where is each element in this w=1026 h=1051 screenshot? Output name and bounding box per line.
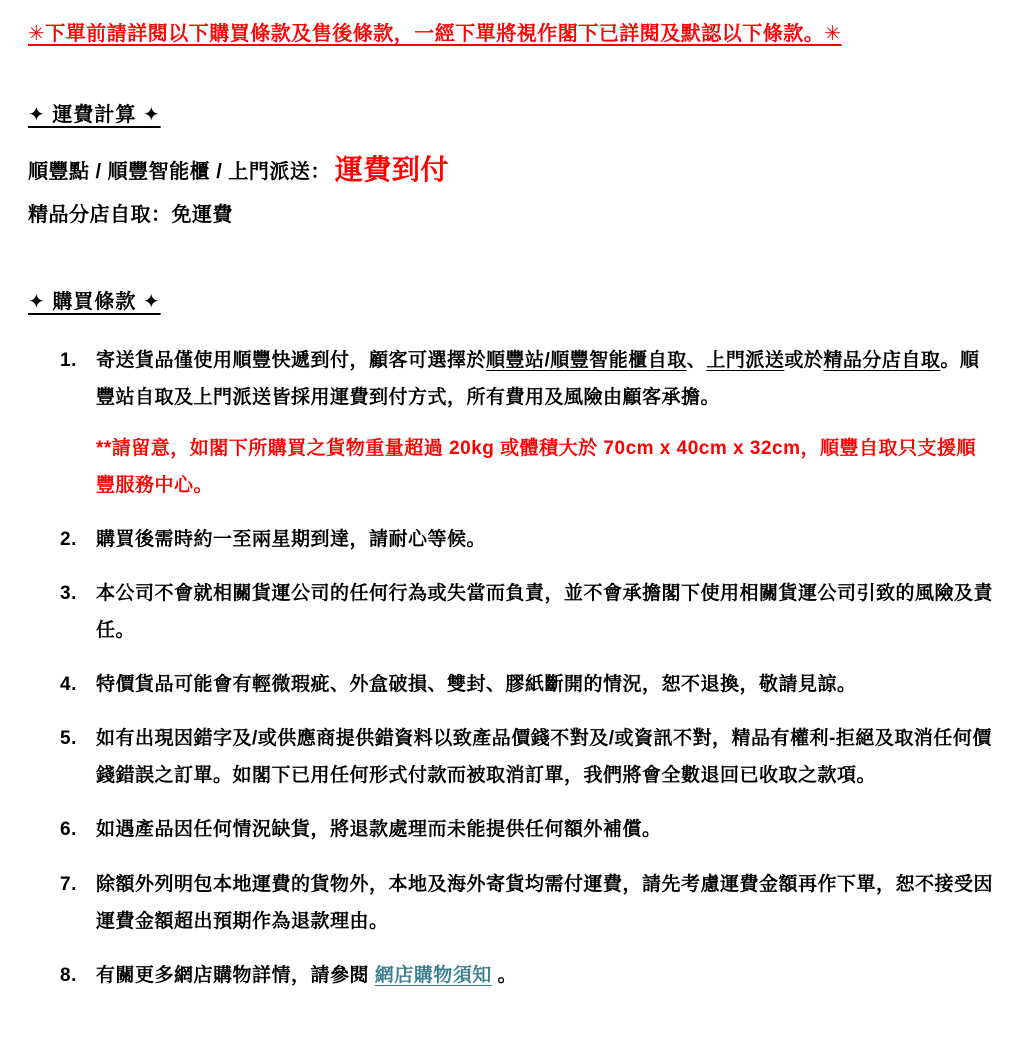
term-8-text: 有關更多網店購物詳情，請參閱 bbox=[96, 964, 375, 986]
term-4-text: 特價貨品可能會有輕微瑕疵、外盒破損、雙封、膠紙斷開的情況，恕不退換，敬請見諒。 bbox=[96, 674, 857, 696]
term-item-2 bbox=[60, 521, 995, 558]
term-5-text: 如有出現因錯字及/或供應商提供錯資料以致產品價錢不對及/或資訊不對，精品有權利-拒絕及取消任何價錢錯誤之訂單。如閣下已用任何形式付款而被取消訂單，我們將會全數退回已收取之款項。 bbox=[96, 728, 992, 787]
term-item-7 bbox=[60, 866, 995, 940]
term-8-suffix: 。 bbox=[491, 964, 518, 986]
term-7-text: 除額外列明包本地運費的貨物外，本地及海外寄貨均需付運費，請先考慮運費金額再作下單，恕不接受因運費金額超出預期作為退款理由。 bbox=[96, 873, 994, 932]
term-item-5 bbox=[60, 720, 995, 794]
term-1-text-2: 或於 bbox=[784, 350, 824, 371]
term-1-underline-sf-pickup: 順豐站/順豐智能櫃自取 bbox=[486, 350, 687, 371]
term-6-text: 如遇產品因任何情況缺貨，將退款處理而未能提供任何額外補償。 bbox=[96, 819, 662, 841]
purchase-terms-section bbox=[28, 285, 996, 994]
term-1-underline-store-pickup: 精品分店自取 bbox=[823, 350, 941, 371]
term-1-underline-door-delivery: 上門派送 bbox=[706, 350, 785, 371]
term-2-text: 購買後需時約一至兩星期到達，請耐心等候。 bbox=[96, 529, 487, 551]
term-1-text: 寄送貨品僅使用順豐快遞到付，顧客可選擇於 bbox=[96, 350, 487, 371]
term-3-text: 本公司不會就相關貨運公司的任何行為或失當而負責，並不會承擔閣下使用相關貨運公司引致的風險及責任。 bbox=[96, 583, 994, 642]
store-pickup-line: 精品分店自取：免運費 bbox=[28, 204, 233, 226]
shipping-fee-section bbox=[28, 98, 996, 227]
term-item-3 bbox=[60, 575, 995, 649]
term-item-4 bbox=[60, 666, 995, 703]
shipping-methods-label: 順豐點 / 順豐智能櫃 / 上門派送： bbox=[28, 161, 331, 183]
shop-guide-link[interactable]: 網店購物須知 bbox=[374, 964, 492, 986]
purchase-terms-heading: ✦ 購買條款 ✦ bbox=[28, 291, 161, 313]
weight-limit-note: **請留意，如閣下所購買之貨物重量超過 20kg 或體積大於 70cm x 40cm x 32cm，順豐自取只支援順豐服務中心。 bbox=[96, 438, 976, 497]
freight-collect-value: 運費到付 bbox=[334, 153, 449, 185]
term-item-6 bbox=[60, 811, 995, 848]
shipping-methods-line bbox=[28, 155, 996, 184]
terms-list bbox=[60, 342, 996, 994]
shipping-fee-heading: ✦ 運費計算 ✦ bbox=[28, 104, 161, 126]
term-1-text-3: 。順豐站自取及上門派送皆採用運費到付方式，所有費用及風險由顧客承擔。 bbox=[96, 350, 980, 409]
pre-order-notice: ✳下單前請詳閱以下購買條款及售後條款，一經下單將視作閣下已詳閱及默認以下條款。✳ bbox=[28, 23, 842, 45]
term-1-separator: 、 bbox=[686, 350, 707, 371]
term-item-8 bbox=[60, 957, 995, 994]
term-item-1 bbox=[60, 342, 995, 504]
